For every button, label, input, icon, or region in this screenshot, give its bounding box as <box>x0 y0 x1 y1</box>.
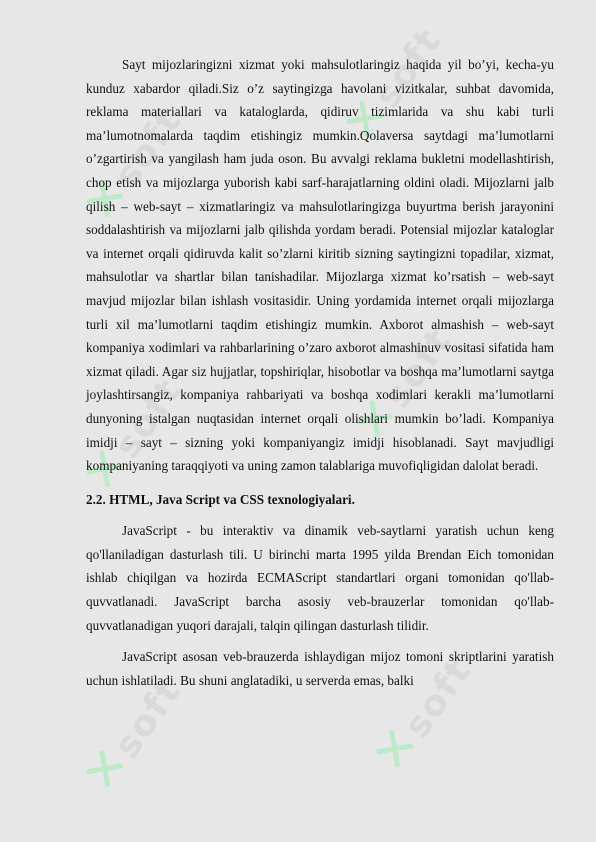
document-body <box>86 53 554 692</box>
section-heading: 2.2. HTML, Java Script va CSS texnologiyalari. <box>86 491 355 507</box>
body-paragraph: Sayt mijozlaringizni xizmat yoki mahsulotlaringiz haqida yil bo’yi, kecha-yu kunduz xabardor qiladi.Siz o’z saytingizga havolani vizitkalar, suhbat davomida, reklama materiallari va kataloglarda, qidiruv tizimlarida va shu kabi turli ma’lumotnomalarda taqdim etishingiz mumkin.Qolaversa saytdagi ma’lumotlarni o’zgartirish va yangilash ham juda oson. Bu avvalgi reklama bukletni modellashtirish, chop etish va mijozlarga yuborish kabi sarf-harajatlarning oldini oladi. Mijozlarni jalb qilish – web-sayt – xizmatlaringiz va mahsulotlaringizga buyurtma berish jarayonini soddalashtirish va mijozlarni jalb qilishda yordam beradi. Potensial mijozlar kataloglar va internet orqali qidiruvda kalit so’zlarni kiritib sizning saytingizni topadilar, xizmat, mahsulotlar va shartlar bilan tanishadilar. Mijozlarga xizmat ko’rsatish – web-sayt mavjud mijozlar bilan ishlash vositasidir. Uning yordamida internet orqali mijozlarga turli xil ma’lumotlarni taqdim etishingiz mumkin. Axborot almashish – web-sayt kompaniya xodimlari va rahbarlarining o’zaro axborot almashinuv vositasi sifatida ham xizmat qiladi. Agar siz hujjatlar, topshiriqlar, hisobotlar va boshqa ma’lumotlarni saytga joylashtirsangiz, kompaniya rahbariyati va boshqa xodimlari kerakli ma’lumotlarni dunyoning istalgan nuqtasidan internet orqali olishlari mumkin bo’ladi. Kompaniya imidji – sayt – sizning yoki kompaniyangiz imidji hisoblanadi. Sayt mavjudligi kompaniyaning taraqqiyoti va uning zamon talablariga muvofiqligidan dalolat beradi. <box>86 57 554 474</box>
watermark-logo: ✕soft <box>330 20 451 154</box>
body-paragraph: JavaScript - bu interaktiv va dinamik veb-saytlarni yaratish uchun keng qo'llaniladigan dasturlash tili. U birinchi marta 1995 yilda Brendan Eich tomonidan ishlab chiqilgan va hozirda ECMAScript standartlari organi tomonidan qo'llab-quvvatlanadi. JavaScript barcha asosiy veb-brauzerlar tomonidan qo'llab-quvvatlanadigan yuqori darajali, talqin qilingan dasturlash tilidir. <box>86 523 554 633</box>
watermark-logo: ✕soft <box>70 100 191 234</box>
watermark-logo: ✕soft <box>70 670 191 804</box>
watermark-logo: ✕soft <box>360 650 481 784</box>
watermark-logo: ✕soft <box>340 320 461 454</box>
body-paragraph: JavaScript asosan veb-brauzerda ishlaydigan mijoz tomoni skriptlarini yaratish uchun ishlatiladi. Bu shuni anglatadiki, u serverda emas, balki <box>86 649 554 688</box>
watermark-logo: ✕soft <box>70 370 191 504</box>
